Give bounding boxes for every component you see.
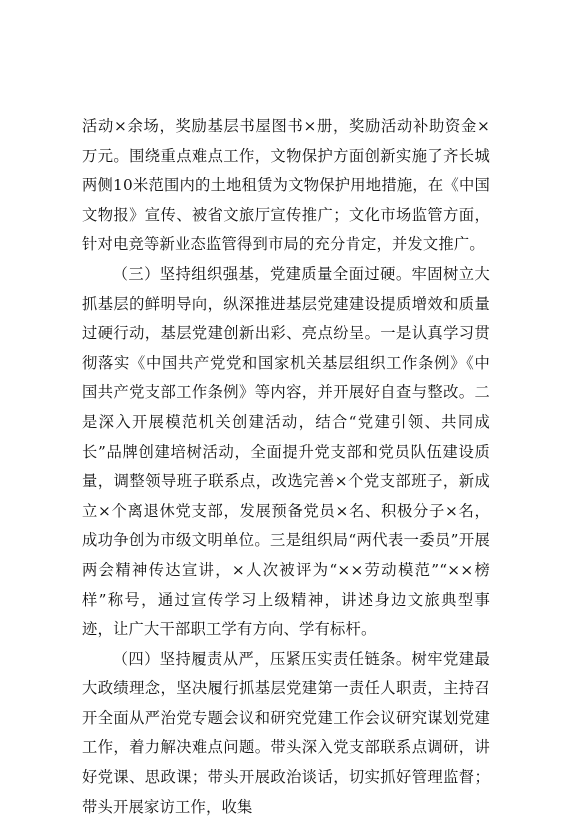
paragraph-section-four: （四）坚持履责从严，压紧压实责任链条。树牢党建最大政绩理念，坚决履行抓基层党建第一责任人职责，主持召开全面从严治党专题会议和研究党建工作会议研究谋划党建工作，着力解决难点问题。带头深入党支部联系点调研，讲好党课、思政课；带头开展政治谈话，切实抓好管理监督；带头开展家访工作，收集 xyxy=(82,649,490,816)
paragraph-continuation: 活动×余场，奖励基层书屋图书×册，奖励活动补助资金×万元。围绕重点难点工作，文物保护方面创新实施了齐长城两侧10米范围内的土地租赁为文物保护用地措施，在《中国文物报》宣传、被省文旅厅宣传推广；文化市场监管方面，针对电竞等新业态监管得到市局的充分肯定，并发文推广。 xyxy=(82,117,490,254)
document-body xyxy=(82,112,490,822)
paragraph-section-three: （三）坚持组织强基，党建质量全面过硬。牢固树立大抓基层的鲜明导向，纵深推进基层党建建设提质增效和质量过硬行动，基层党建创新出彩、亮点纷呈。一是认真学习贯彻落实《中国共产党党和国家机关基层组织工作条例》《中国共产党支部工作条例》等内容，并开展好自查与整改。二是深入开展模范机关创建活动，结合“党建引领、共同成长”品牌创建培树活动，全面提升党支部和党员队伍建设质量，调整领导班子联系点，改选完善×个党支部班子，新成立×个离退休党支部，发展预备党员×名、积极分子×名，成功争创为市级文明单位。三是组织局“两代表一委员”开展两会精神传达宣讲，×人次被评为“××劳动模范”“××榜样”称号，通过宣传学习上级精神，讲述身边文旅典型事迹，让广大干部职工学有方向、学有标杆。 xyxy=(82,264,490,639)
